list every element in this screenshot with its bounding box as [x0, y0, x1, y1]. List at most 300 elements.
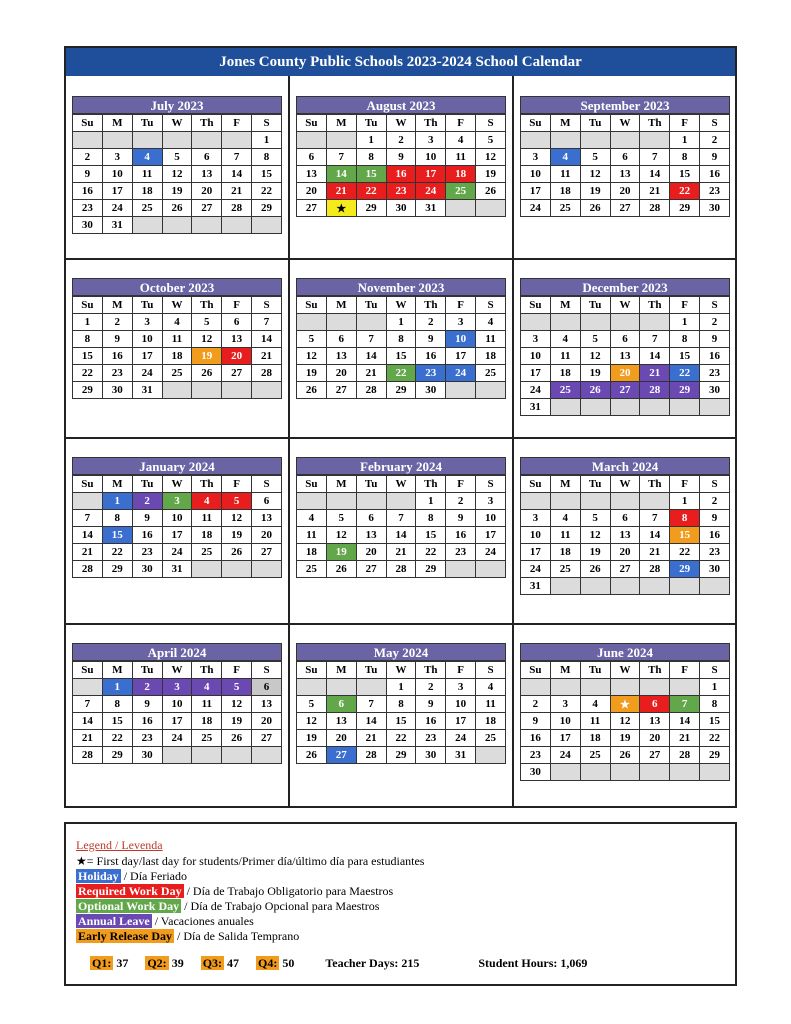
day-cell: 8	[386, 331, 416, 348]
day-cell: 29	[386, 747, 416, 764]
weekday-header: F	[670, 476, 700, 493]
day-cell: 12	[222, 696, 252, 713]
day-cell: 24	[132, 365, 162, 382]
day-cell: 9	[386, 149, 416, 166]
day-cell: 28	[356, 382, 386, 399]
day-cell: 22	[670, 183, 700, 200]
day-cell: 6	[326, 696, 356, 713]
weekday-header: F	[670, 115, 700, 132]
day-cell: 4	[162, 314, 192, 331]
empty-cell	[476, 200, 506, 217]
day-cell: 13	[610, 348, 640, 365]
weekday-header: M	[550, 662, 580, 679]
day-cell: 9	[132, 696, 162, 713]
day-cell: 31	[521, 578, 551, 595]
month-calendar	[72, 96, 282, 234]
day-cell: 13	[326, 348, 356, 365]
day-cell: 14	[73, 527, 103, 544]
day-cell: 17	[446, 348, 476, 365]
day-cell: 29	[700, 747, 730, 764]
day-cell: 23	[386, 183, 416, 200]
day-cell: 1	[386, 314, 416, 331]
day-cell: 16	[521, 730, 551, 747]
day-cell: 26	[580, 200, 610, 217]
day-cell: 8	[670, 510, 700, 527]
weekday-header: W	[610, 115, 640, 132]
day-cell: 1	[670, 314, 700, 331]
empty-cell	[610, 314, 640, 331]
day-cell: 21	[640, 365, 670, 382]
day-cell: 12	[326, 527, 356, 544]
day-cell: 3	[162, 679, 192, 696]
month-calendar	[520, 278, 730, 416]
day-cell: 1	[670, 493, 700, 510]
weekday-header: W	[610, 662, 640, 679]
day-cell: 3	[132, 314, 162, 331]
day-cell: 13	[297, 166, 327, 183]
weekday-header: M	[102, 476, 132, 493]
day-cell: 2	[700, 314, 730, 331]
day-cell: 9	[521, 713, 551, 730]
weekday-header: Tu	[132, 297, 162, 314]
day-cell: 8	[356, 149, 386, 166]
day-cell: 24	[102, 200, 132, 217]
weekday-header: W	[386, 115, 416, 132]
day-cell: 11	[162, 331, 192, 348]
day-cell: 3	[521, 149, 551, 166]
day-cell: 10	[521, 527, 551, 544]
month-calendar	[296, 457, 506, 578]
day-cell: 22	[670, 365, 700, 382]
weekday-header: S	[252, 476, 282, 493]
day-cell: 21	[640, 183, 670, 200]
day-cell: 18	[550, 544, 580, 561]
q4-stat	[256, 956, 294, 970]
day-cell: 23	[132, 730, 162, 747]
day-cell: 4	[192, 493, 222, 510]
day-cell: 12	[297, 713, 327, 730]
day-cell: 9	[132, 510, 162, 527]
required-text: / Día de Trabajo Obligatorio para Maestros	[183, 884, 394, 898]
empty-cell	[192, 561, 222, 578]
empty-cell	[580, 679, 610, 696]
early-tag: Early Release Day	[78, 929, 172, 943]
day-cell: 20	[192, 183, 222, 200]
empty-cell	[356, 493, 386, 510]
empty-cell	[356, 314, 386, 331]
day-cell: 30	[521, 764, 551, 781]
months-grid	[66, 76, 735, 806]
day-cell: 22	[416, 544, 446, 561]
weekday-header: W	[162, 297, 192, 314]
month-title: January 2024	[72, 457, 282, 475]
day-cell: 19	[222, 527, 252, 544]
day-cell: 17	[162, 713, 192, 730]
weekday-header: Th	[640, 297, 670, 314]
empty-cell	[670, 399, 700, 416]
day-cell: 1	[102, 493, 132, 510]
empty-cell	[521, 493, 551, 510]
empty-cell	[580, 314, 610, 331]
day-cell: 4	[132, 149, 162, 166]
empty-cell	[192, 132, 222, 149]
empty-cell	[162, 747, 192, 764]
weekday-header: S	[700, 297, 730, 314]
day-cell: 21	[356, 730, 386, 747]
day-cell: 18	[580, 730, 610, 747]
month-title: February 2024	[296, 457, 506, 475]
holiday-tag: Holiday	[78, 869, 119, 883]
day-cell: 16	[700, 348, 730, 365]
day-cell: 29	[386, 382, 416, 399]
month-title: August 2023	[296, 96, 506, 114]
day-cell: 28	[670, 747, 700, 764]
day-cell: 13	[326, 713, 356, 730]
month-calendar	[296, 278, 506, 399]
day-cell: 19	[297, 365, 327, 382]
day-cell: 18	[550, 183, 580, 200]
day-cell: 24	[521, 382, 551, 399]
day-cell: 25	[446, 183, 476, 200]
empty-cell	[326, 314, 356, 331]
day-cell: 23	[416, 365, 446, 382]
day-cell: 20	[326, 730, 356, 747]
day-cell: 5	[222, 679, 252, 696]
legend-box	[64, 822, 737, 986]
empty-cell	[640, 578, 670, 595]
grid-divider	[66, 437, 735, 439]
day-cell: 27	[640, 747, 670, 764]
day-cell: 10	[416, 149, 446, 166]
day-cell: 20	[252, 713, 282, 730]
day-cell: 15	[386, 713, 416, 730]
day-cell: 16	[446, 527, 476, 544]
empty-cell	[610, 578, 640, 595]
empty-cell	[700, 399, 730, 416]
optional-text: / Día de Trabajo Opcional para Maestros	[181, 899, 380, 913]
weekday-header: W	[386, 662, 416, 679]
day-cell: 19	[580, 544, 610, 561]
day-cell: 30	[386, 200, 416, 217]
day-cell: 22	[102, 544, 132, 561]
day-cell: 31	[416, 200, 446, 217]
day-cell: 22	[670, 544, 700, 561]
day-cell: 15	[356, 166, 386, 183]
day-cell: 21	[386, 544, 416, 561]
weekday-header: M	[326, 476, 356, 493]
annual-tag: Annual Leave	[78, 914, 150, 928]
day-cell: 26	[192, 365, 222, 382]
day-cell: 15	[102, 527, 132, 544]
day-cell: 11	[550, 166, 580, 183]
legend-optional	[76, 899, 379, 913]
day-cell: 2	[416, 679, 446, 696]
empty-cell	[446, 382, 476, 399]
day-cell: 6	[222, 314, 252, 331]
day-cell: 23	[132, 544, 162, 561]
day-cell: 19	[297, 730, 327, 747]
weekday-header: M	[326, 662, 356, 679]
day-cell: 26	[162, 200, 192, 217]
day-cell: 11	[550, 348, 580, 365]
weekday-header: M	[550, 297, 580, 314]
day-cell: 21	[356, 365, 386, 382]
weekday-header: Tu	[356, 297, 386, 314]
day-cell: 21	[73, 544, 103, 561]
day-cell: 23	[416, 730, 446, 747]
day-cell: 24	[550, 747, 580, 764]
day-cell: 16	[700, 527, 730, 544]
empty-cell	[610, 679, 640, 696]
day-cell: 28	[73, 747, 103, 764]
day-cell: 11	[476, 331, 506, 348]
day-cell: 2	[102, 314, 132, 331]
q3-label: Q3:	[202, 956, 223, 970]
weekday-header: S	[252, 297, 282, 314]
day-cell: 29	[252, 200, 282, 217]
day-cell: 7	[73, 696, 103, 713]
day-cell: 16	[700, 166, 730, 183]
calendar-frame	[64, 46, 737, 808]
day-cell: 18	[476, 348, 506, 365]
empty-cell	[580, 764, 610, 781]
day-cell: 23	[102, 365, 132, 382]
day-cell: 29	[670, 561, 700, 578]
day-cell: 1	[252, 132, 282, 149]
day-cell: 16	[416, 713, 446, 730]
day-cell: 29	[670, 382, 700, 399]
day-cell: 18	[192, 527, 222, 544]
empty-cell	[476, 382, 506, 399]
day-cell: 12	[297, 348, 327, 365]
day-cell: 30	[416, 747, 446, 764]
empty-cell	[476, 747, 506, 764]
day-cell: 28	[252, 365, 282, 382]
weekday-header: F	[446, 662, 476, 679]
day-cell: 12	[610, 713, 640, 730]
day-cell: 25	[192, 544, 222, 561]
empty-cell	[192, 747, 222, 764]
month-title: September 2023	[520, 96, 730, 114]
weekday-header: Th	[640, 662, 670, 679]
day-cell: 28	[640, 561, 670, 578]
day-cell: 5	[297, 331, 327, 348]
day-cell: 12	[192, 331, 222, 348]
day-cell: 13	[192, 166, 222, 183]
day-cell: 2	[700, 493, 730, 510]
month-title: December 2023	[520, 278, 730, 296]
day-cell: 6	[326, 331, 356, 348]
weekday-header: S	[476, 662, 506, 679]
day-cell: 6	[640, 696, 670, 713]
day-cell: 17	[550, 730, 580, 747]
empty-cell	[640, 764, 670, 781]
day-cell: 14	[640, 527, 670, 544]
day-cell: 5	[297, 696, 327, 713]
day-cell: 25	[550, 561, 580, 578]
day-cell: 12	[476, 149, 506, 166]
day-cell: 27	[252, 730, 282, 747]
day-cell: 29	[102, 747, 132, 764]
day-cell: 24	[446, 730, 476, 747]
grid-divider	[288, 76, 290, 806]
day-cell: 27	[252, 544, 282, 561]
empty-cell	[386, 493, 416, 510]
day-cell: 14	[356, 713, 386, 730]
day-cell: 13	[640, 713, 670, 730]
day-cell: 12	[222, 510, 252, 527]
day-cell: 7	[670, 696, 700, 713]
day-cell: 4	[476, 679, 506, 696]
month-calendar	[72, 278, 282, 399]
day-cell: 11	[446, 149, 476, 166]
empty-cell	[610, 399, 640, 416]
day-cell: 12	[162, 166, 192, 183]
empty-cell	[580, 493, 610, 510]
day-cell: 16	[416, 348, 446, 365]
empty-cell	[580, 132, 610, 149]
day-cell: 26	[222, 730, 252, 747]
day-cell: 14	[326, 166, 356, 183]
day-cell: 28	[356, 747, 386, 764]
day-cell: 8	[386, 696, 416, 713]
weekday-header: S	[476, 297, 506, 314]
day-cell: 6	[192, 149, 222, 166]
day-cell: 1	[700, 679, 730, 696]
day-cell: 22	[102, 730, 132, 747]
weekday-header: Su	[73, 115, 103, 132]
day-cell: 24	[162, 730, 192, 747]
day-cell: 6	[252, 493, 282, 510]
day-cell: 22	[386, 730, 416, 747]
day-cell: 19	[610, 730, 640, 747]
day-cell: 15	[73, 348, 103, 365]
day-cell: 30	[700, 561, 730, 578]
day-cell: 27	[326, 747, 356, 764]
day-cell: 25	[132, 200, 162, 217]
day-cell: 4	[550, 510, 580, 527]
empty-cell	[700, 578, 730, 595]
empty-cell	[252, 561, 282, 578]
month-calendar	[72, 643, 282, 764]
day-cell: 2	[132, 493, 162, 510]
weekday-header: F	[670, 297, 700, 314]
day-cell: 21	[326, 183, 356, 200]
day-cell: 4	[192, 679, 222, 696]
day-cell: 20	[610, 365, 640, 382]
day-cell: 19	[580, 183, 610, 200]
q2-label: Q2:	[147, 956, 167, 970]
weekday-header: F	[446, 476, 476, 493]
day-cell: 17	[416, 166, 446, 183]
grid-divider	[66, 258, 735, 260]
day-cell: 1	[416, 493, 446, 510]
day-cell: 5	[162, 149, 192, 166]
weekday-header: Tu	[356, 662, 386, 679]
day-cell: 17	[521, 365, 551, 382]
day-cell: 5	[580, 331, 610, 348]
day-cell: 17	[102, 183, 132, 200]
day-cell: 8	[102, 510, 132, 527]
day-cell: 8	[670, 149, 700, 166]
day-cell: 30	[416, 382, 446, 399]
empty-cell	[640, 314, 670, 331]
empty-cell	[550, 578, 580, 595]
day-cell: 26	[297, 747, 327, 764]
day-cell: 22	[386, 365, 416, 382]
star-icon: ★	[76, 854, 87, 868]
empty-cell	[446, 200, 476, 217]
weekday-header: Su	[73, 297, 103, 314]
day-cell: 26	[610, 747, 640, 764]
day-cell: 9	[446, 510, 476, 527]
month-title: October 2023	[72, 278, 282, 296]
day-cell: 18	[550, 365, 580, 382]
weekday-header: M	[326, 297, 356, 314]
day-cell: 26	[326, 561, 356, 578]
empty-cell	[550, 679, 580, 696]
day-cell: 1	[356, 132, 386, 149]
day-cell: 19	[162, 183, 192, 200]
day-cell: 4	[446, 132, 476, 149]
calendar-title: Jones County Public Schools 2023-2024 School Calendar	[66, 48, 735, 76]
day-cell: 2	[446, 493, 476, 510]
day-cell: 31	[162, 561, 192, 578]
day-cell: 20	[252, 527, 282, 544]
day-cell: 23	[446, 544, 476, 561]
empty-cell	[521, 679, 551, 696]
weekday-header: Su	[73, 662, 103, 679]
empty-cell	[73, 493, 103, 510]
day-cell: 1	[670, 132, 700, 149]
day-cell: 27	[610, 382, 640, 399]
day-cell: 7	[640, 149, 670, 166]
day-cell: 6	[610, 149, 640, 166]
empty-cell	[640, 132, 670, 149]
day-cell: 17	[521, 183, 551, 200]
day-cell: 3	[476, 493, 506, 510]
empty-cell	[222, 132, 252, 149]
day-cell: 7	[326, 149, 356, 166]
day-cell: 17	[476, 527, 506, 544]
day-cell: 27	[326, 382, 356, 399]
empty-cell	[640, 399, 670, 416]
day-cell: 10	[521, 166, 551, 183]
day-cell: 14	[670, 713, 700, 730]
day-cell: 23	[700, 183, 730, 200]
q3-value: 47	[227, 956, 240, 970]
empty-cell	[132, 217, 162, 234]
empty-cell	[670, 578, 700, 595]
day-cell: 11	[550, 527, 580, 544]
empty-cell	[476, 561, 506, 578]
day-cell: 17	[521, 544, 551, 561]
empty-cell	[640, 679, 670, 696]
weekday-header: Su	[521, 297, 551, 314]
day-cell: 3	[521, 510, 551, 527]
empty-cell	[222, 217, 252, 234]
day-cell: 22	[356, 183, 386, 200]
q4-label: Q4:	[258, 956, 278, 970]
month-title: November 2023	[296, 278, 506, 296]
day-cell: 4	[580, 696, 610, 713]
weekday-header: Th	[416, 297, 446, 314]
weekday-header: F	[222, 476, 252, 493]
weekday-header: Tu	[580, 297, 610, 314]
weekday-header: Tu	[132, 115, 162, 132]
empty-cell	[192, 382, 222, 399]
month-calendar	[520, 643, 730, 781]
